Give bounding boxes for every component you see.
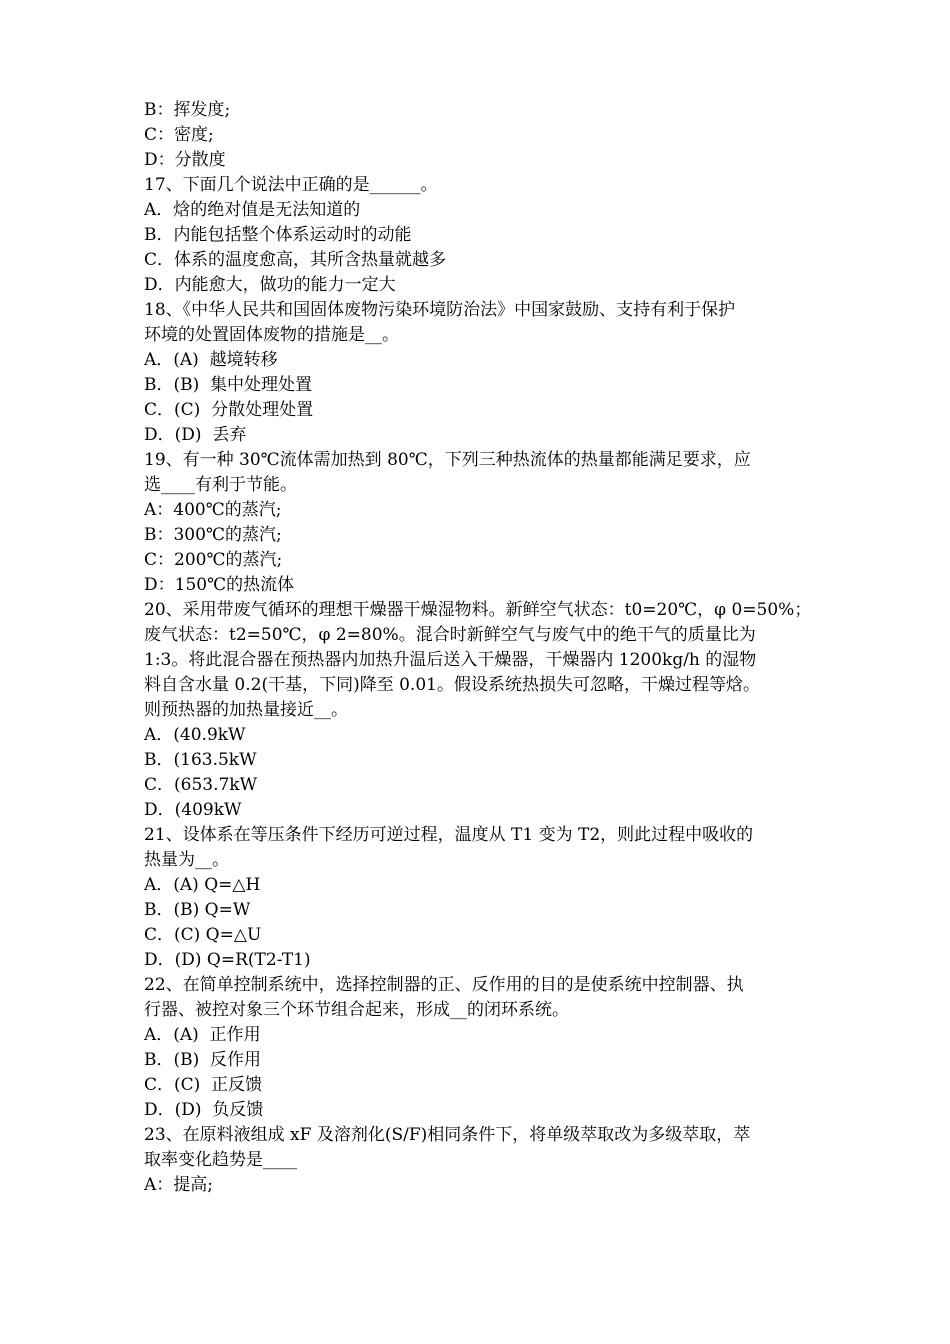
text-line: 19、有一种 30℃流体需加热到 80℃，下列三种热流体的热量都能满足要求，应 xyxy=(144,450,751,470)
text-line: 热量为__。 xyxy=(144,850,229,870)
text-line: C．(C) Q=△U xyxy=(144,925,262,945)
text-line: B．(163.5kW xyxy=(144,750,257,770)
text-line: D：分散度 xyxy=(144,150,226,170)
text-line: B．(B) Q=W xyxy=(144,900,251,920)
text-line: 20、采用带废气循环的理想干燥器干燥湿物料。新鲜空气状态：t0=20℃，φ 0=50%； xyxy=(144,600,812,620)
text-line: A．(A) 越境转移 xyxy=(144,350,278,370)
text-line: B：300℃的蒸汽; xyxy=(144,525,282,545)
text-line: D：150℃的热流体 xyxy=(144,575,295,595)
text-line: B．(B) 集中处理处置 xyxy=(144,375,313,395)
text-line: A．(40.9kW xyxy=(144,725,246,745)
text-line: 料自含水量 0.2(干基，下同)降至 0.01。假设系统热损失可忽略，干燥过程等焓。 xyxy=(144,675,760,695)
text-line: 废气状态：t2=50℃，φ 2=80%。混合时新鲜空气与废气中的绝干气的质量比为 xyxy=(144,625,756,645)
text-line: 23、在原料液组成 xF 及溶剂化(S/F)相同条件下，将单级萃取改为多级萃取，萃 xyxy=(144,1125,751,1145)
text-line: C：200℃的蒸汽; xyxy=(144,550,283,570)
text-line: C．(C) 正反馈 xyxy=(144,1075,263,1095)
text-line: B．内能包括整个体系运动时的动能 xyxy=(144,225,412,245)
text-line: C．(C) 分散处理处置 xyxy=(144,400,314,420)
text-line: B．(B) 反作用 xyxy=(144,1050,262,1070)
text-line: D．(D) Q=R(T2-T1) xyxy=(144,950,311,970)
text-line: 21、设体系在等压条件下经历可逆过程，温度从 T1 变为 T2，则此过程中吸收的 xyxy=(144,825,754,845)
text-line: 行器、被控对象三个环节组合起来，形成__的闭环系统。 xyxy=(144,1000,569,1020)
text-line: A．焓的绝对值是无法知道的 xyxy=(144,200,361,220)
text-line: D．(409kW xyxy=(144,800,242,820)
text-line: B：挥发度; xyxy=(144,100,231,120)
text-line: 22、在简单控制系统中，选择控制器的正、反作用的目的是使系统中控制器、执 xyxy=(144,975,744,995)
text-line: D．内能愈大，做功的能力一定大 xyxy=(144,275,396,295)
text-line: 17、下面几个说法中正确的是______。 xyxy=(144,175,438,195)
text-line: 选____有利于节能。 xyxy=(144,475,297,495)
text-line: C．(653.7kW xyxy=(144,775,258,795)
text-line: 取率变化趋势是____ xyxy=(144,1150,297,1170)
document-body xyxy=(144,98,824,1198)
text-line: D．(D) 负反馈 xyxy=(144,1100,264,1120)
text-line: C：密度; xyxy=(144,125,214,145)
text-line: 则预热器的加热量接近__。 xyxy=(144,700,348,720)
text-line: C．体系的温度愈高，其所含热量就越多 xyxy=(144,250,447,270)
text-line: A：提高; xyxy=(144,1175,214,1195)
text-line: D．(D) 丢弃 xyxy=(144,425,247,445)
text-line: 环境的处置固体废物的措施是__。 xyxy=(144,325,399,345)
text-line: A．(A) 正作用 xyxy=(144,1025,261,1045)
text-line: 18、《中华人民共和国固体废物污染环境防治法》中国家鼓励、支持有利于保护 xyxy=(144,300,736,320)
text-line: A．(A) Q=△H xyxy=(144,875,261,895)
text-line: 1:3。将此混合器在预热器内加热升温后送入干燥器，干燥器内 1200kg/h 的湿物 xyxy=(144,650,757,670)
text-line: A：400℃的蒸汽; xyxy=(144,500,282,520)
